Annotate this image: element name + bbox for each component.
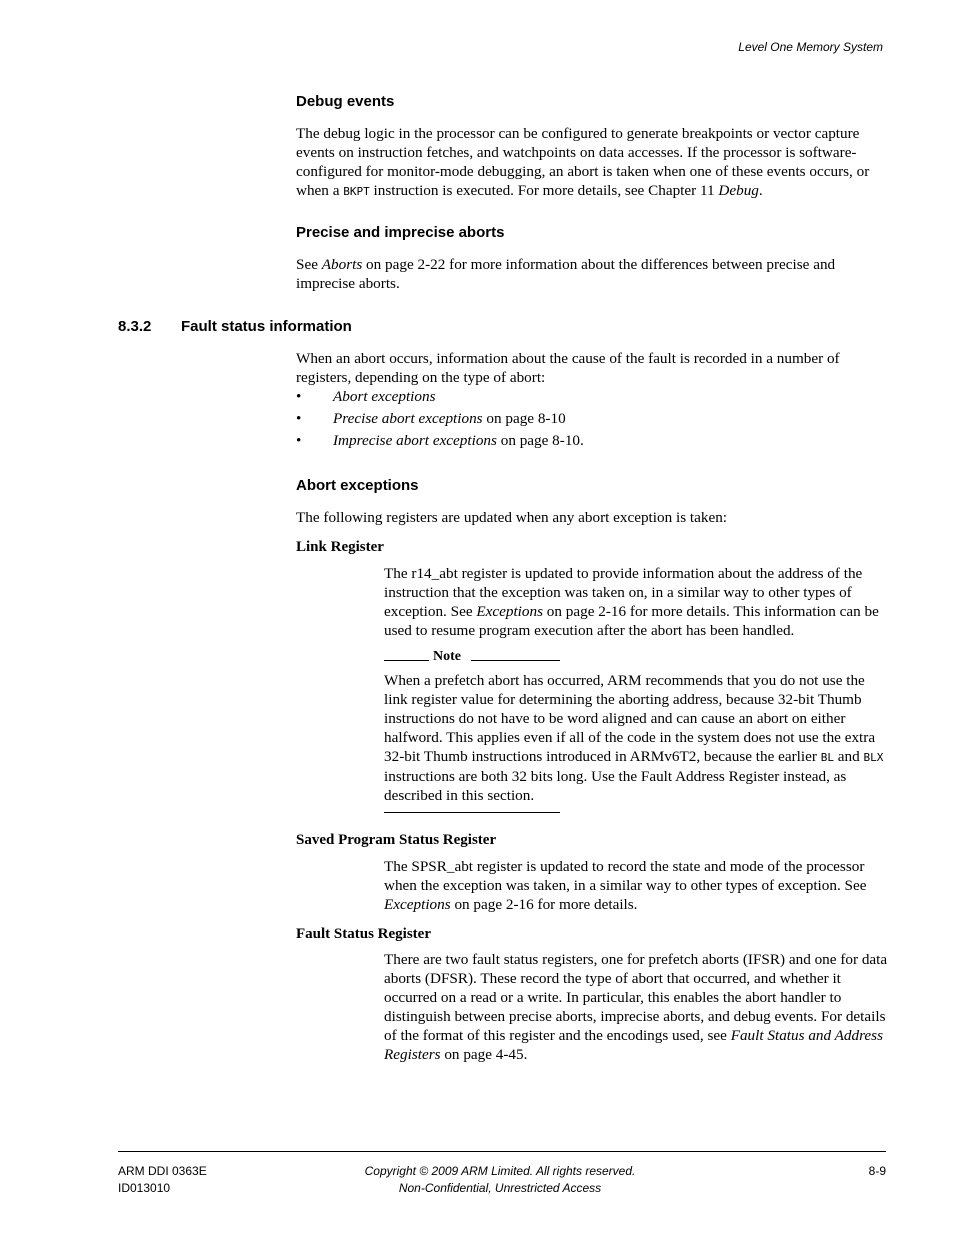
footer-copyright: Copyright © 2009 ARM Limited. All rights reserved. <box>364 1164 636 1178</box>
note-label: Note <box>433 649 461 664</box>
paragraph-debug-events <box>296 124 888 201</box>
link-exceptions[interactable]: Exceptions <box>384 896 451 913</box>
code-blx: BLX <box>863 751 884 764</box>
debug-text-2: instruction is executed. For more details, see Chapter 11 <box>369 182 719 199</box>
footer-doc-id: ARM DDI 0363E <box>118 1164 207 1178</box>
description-spsr <box>384 857 888 914</box>
paragraph-fault-status-intro: When an abort occurs, information about the cause of the fault is recorded in a number of registers, depending on the type of abort: <box>296 350 840 386</box>
footer-doc-ids <box>118 1163 207 1197</box>
note-text-1: When a prefetch abort has occurred, ARM recommends that you do not use the link register value for determining the aborting address, because 32-bit Thumb instructions do not have to be word aligned and can cause an abort on either halfword. This applies even if all of the code in the system does not use the extra 32-bit Thumb instructions introduced in ARMv6T2, because the earlier <box>384 672 876 765</box>
footer-legal <box>330 1163 670 1197</box>
debug-text-3: . <box>758 182 763 199</box>
bullet-dot: • <box>296 410 302 427</box>
note-rule-left <box>384 660 429 661</box>
link-imprecise-abort-exceptions[interactable]: Imprecise abort exceptions <box>333 432 497 449</box>
code-bl: BL <box>820 751 834 764</box>
link-aborts[interactable]: Aborts <box>321 256 363 273</box>
link-precise-abort-exceptions[interactable]: Precise abort exceptions <box>333 410 483 427</box>
link-register-text-2: on page 2-16 for more details. This information can be used to resume program execution after the abort has been handled. <box>384 603 879 639</box>
link-abort-exceptions[interactable]: Abort exceptions <box>333 388 436 405</box>
fsr-text-2: on page 4-45. <box>440 1046 528 1063</box>
footer-doc-code: ID013010 <box>118 1181 171 1195</box>
heading-abort-exceptions: Abort exceptions <box>296 477 419 494</box>
bullet-suffix: on page 8-10 <box>482 410 566 427</box>
list-item <box>296 408 876 430</box>
link-exceptions[interactable]: Exceptions <box>476 603 543 620</box>
running-header: Level One Memory System <box>738 40 883 54</box>
footer-access: Non-Confidential, Unrestricted Access <box>398 1181 602 1195</box>
paragraph-abort-exceptions-intro: The following registers are updated when any abort exception is taken: <box>296 509 728 526</box>
term-fault-status-register: Fault Status Register <box>296 926 431 942</box>
note-body <box>384 671 888 805</box>
bullet-list <box>296 386 876 452</box>
fsr-text-1: There are two fault status registers, one for prefetch aborts (IFSR) and one for data aborts (DFSR). These record the type of abort that occurred, and whether it occurred on a read or a write. In particular, this enables the abort handler to distinguish between precise aborts, imprecise aborts, and debug events. For details of the format of this register and the encodings used, see <box>384 951 888 1044</box>
paragraph-precise-imprecise <box>296 255 888 293</box>
debug-text-1: The debug logic in the processor can be configured to generate breakpoints or vector capture events on instruction fetches, and watchpoints on data accesses. If the processor is software-configured for monitor-mode debugging, an abort is taken when one of these events occurs, or when a <box>296 125 870 199</box>
spsr-text-2: on page 2-16 for more details. <box>450 896 638 913</box>
heading-debug-events: Debug events <box>296 93 395 110</box>
term-saved-program-status-register: Saved Program Status Register <box>296 832 497 848</box>
description-link-register <box>384 564 888 640</box>
note-rule-right <box>471 660 560 661</box>
note-text-2: and <box>833 748 864 765</box>
section-title: Fault status information <box>181 318 352 335</box>
list-item <box>296 386 876 408</box>
note-text-3: instructions are both 32 bits long. Use the Fault Address Register instead, as described in this section. <box>384 768 847 804</box>
code-bkpt: BKPT <box>343 185 370 198</box>
link-register-text-1: The r14_abt register is updated to provide information about the address of the instruction that the exception was taken on, in a similar way to other types of exception. See <box>384 565 863 620</box>
bullet-dot: • <box>296 432 302 449</box>
link-fault-status-address-registers[interactable]: Fault Status and Address Registers <box>384 1027 883 1063</box>
heading-precise-imprecise-aborts: Precise and imprecise aborts <box>296 224 505 241</box>
footer-rule <box>118 1151 886 1152</box>
term-link-register: Link Register <box>296 539 384 555</box>
footer-page-number: 8-9 <box>868 1164 886 1178</box>
section-heading-8-3-2 <box>118 318 352 335</box>
description-fault-status-register <box>384 950 888 1064</box>
list-item <box>296 430 876 452</box>
bullet-suffix: on page 8-10. <box>496 432 584 449</box>
section-number: 8.3.2 <box>118 318 152 335</box>
spsr-text-1: The SPSR_abt register is updated to record the state and mode of the processor when the exception was taken, in a similar way to other types of exception. See <box>384 858 867 894</box>
precise-text-1: See <box>296 256 322 273</box>
precise-text-2: on page 2-22 for more information about the differences between precise and imprecise aborts. <box>296 256 836 292</box>
link-debug-chapter[interactable]: Debug <box>718 182 759 199</box>
note-rule-bottom <box>384 812 560 813</box>
bullet-dot: • <box>296 388 302 405</box>
